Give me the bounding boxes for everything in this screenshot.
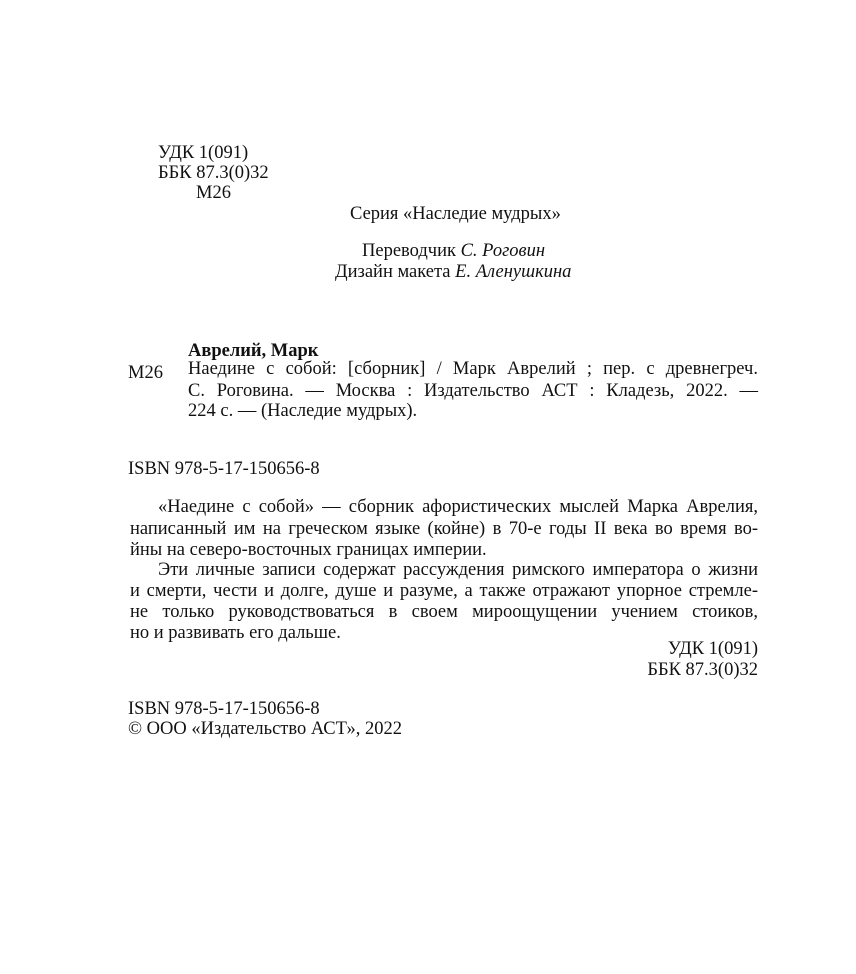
isbn-bottom: ISBN 978-5-17-150656-8 — [128, 699, 320, 719]
translator-label: Переводчик — [362, 241, 461, 261]
catalog-line: С. Роговина. — Москва : Издательство АСТ : Кладезь, 2022. — — [188, 381, 758, 401]
annotation-line: и смерти, чести и долге, душе и разуме, а также отражают упорное стремле- — [130, 581, 758, 601]
bbk-code: ББК 87.3(0)32 — [158, 163, 269, 183]
catalog-line: Наедине с собой: [сборник] / Марк Аврелий ; пер. с древнегреч. — [188, 359, 758, 379]
udk-code: УДК 1(091) — [158, 143, 249, 163]
design-label: Дизайн макета — [335, 262, 456, 282]
copyright: © ООО «Издательство АСТ», 2022 — [128, 719, 402, 739]
series-title: Серия «Наследие мудрых» — [350, 204, 561, 224]
translator-name: С. Роговин — [460, 241, 545, 261]
annotation-line: Эти личные записи содержат рассуждения римского императора о жизни — [158, 560, 758, 580]
isbn-top: ISBN 978-5-17-150656-8 — [128, 459, 320, 479]
annotation-line: «Наедине с собой» — сборник афористических мыслей Марка Аврелия, — [158, 497, 758, 517]
annotation-line: написанный им на греческом языке (койне) в 70-е годы II века во время во- — [130, 519, 758, 539]
author-mark: М26 — [196, 183, 231, 203]
catalog-mark: М26 — [128, 363, 163, 383]
catalog-line: 224 с. — (Наследие мудрых). — [188, 401, 418, 421]
annotation-line: не только руководствоваться в своем мироощущении учением стоиков, — [130, 602, 758, 622]
annotation-line: йны на северо-восточных границах империи. — [130, 540, 487, 560]
translator-credit — [362, 240, 545, 262]
annotation-line: но и развивать его дальше. — [130, 623, 341, 643]
footer-bbk: ББК 87.3(0)32 — [647, 660, 758, 680]
design-credit — [335, 261, 571, 283]
catalog-author: Аврелий, Марк — [188, 341, 319, 361]
design-name: Е. Аленушкина — [455, 262, 572, 282]
footer-udk: УДК 1(091) — [667, 639, 758, 659]
